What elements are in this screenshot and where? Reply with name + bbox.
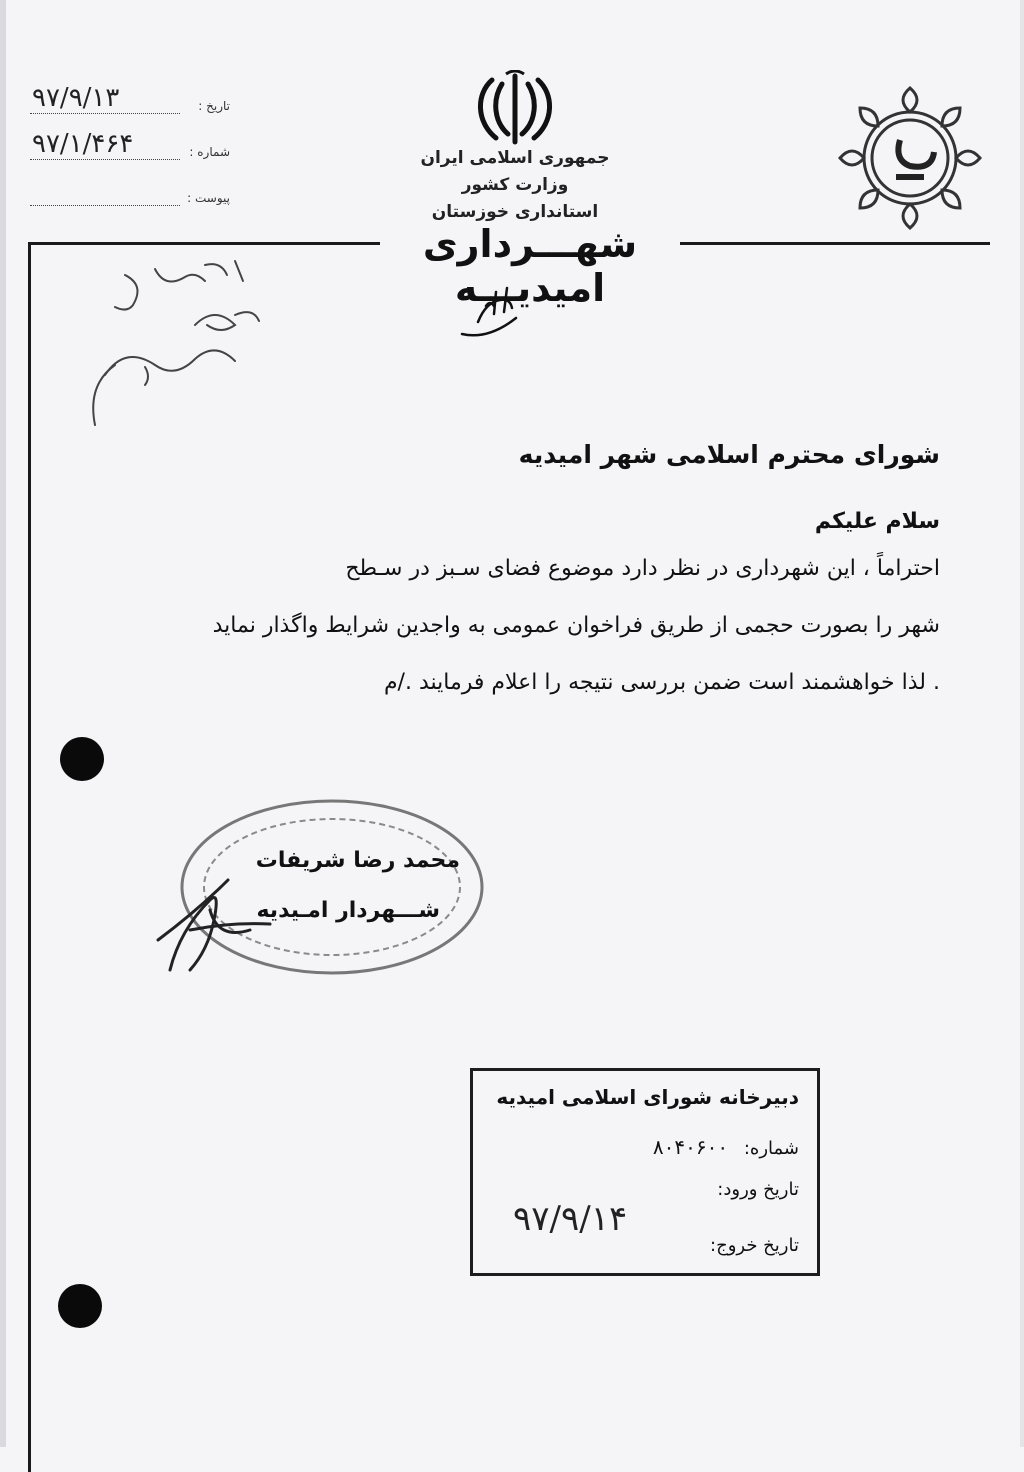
letter-line-1: احتراماً ، این شهرداری در نظر دارد موضوع فضای سـبز در سـطح — [345, 556, 940, 581]
page-edge-left — [0, 0, 6, 1447]
registry-stamp — [470, 1068, 820, 1276]
header-country: جمهوری اسلامی ایران — [420, 148, 610, 168]
meta-date-row — [30, 85, 230, 131]
letter-line-2: شهر را بصورت حجمی از طریق فراخوان عمومی به واجدین شرایط واگذار نماید — [212, 613, 940, 638]
letter-line-3: . لذا خواهشمند است ضمن بررسی نتیجه را اعلام فرمایند ./م — [383, 670, 940, 695]
number-value: ۹۷/۱/۴۶۴ — [32, 129, 134, 159]
number-label: شماره : — [189, 145, 230, 159]
page-edge-right — [1020, 0, 1024, 1447]
registry-entry-label: تاریخ ورود: — [717, 1179, 799, 1200]
registry-entry-row — [717, 1179, 799, 1200]
letter-addressee: شورای محترم اسلامی شهر امیدیه — [518, 440, 940, 469]
page-border-left — [28, 242, 31, 1472]
letter-body — [90, 440, 940, 711]
registry-exit-label: تاریخ خروج: — [710, 1235, 799, 1256]
municipality-title: شهـــرداری امیدیـــه — [380, 222, 680, 310]
registry-entry-value: ۹۷/۹/۱۴ — [513, 1199, 628, 1239]
municipality-logo-icon — [830, 78, 990, 238]
signatory-name: محمد رضا شریفات — [255, 848, 460, 873]
basmala-calligraphy-icon — [458, 282, 528, 342]
handwritten-note-icon — [85, 255, 275, 435]
meta-attachment-row — [30, 177, 230, 223]
registry-number-row — [653, 1135, 799, 1159]
date-label: تاریخ : — [198, 99, 230, 113]
registry-title: دبیرخانه شورای اسلامی امیدیه — [496, 1085, 799, 1109]
date-value: ۹۷/۹/۱۳ — [32, 83, 120, 113]
letter-meta — [30, 85, 230, 223]
punch-hole-bottom — [58, 1284, 102, 1328]
header-governorate: استانداری خوزستان — [431, 202, 599, 222]
registry-exit-row — [710, 1235, 799, 1256]
meta-number-row — [30, 131, 230, 177]
registry-number-value: ۸۰۴۰۶۰۰ — [652, 1135, 729, 1159]
header-divider-left — [28, 242, 388, 245]
handwritten-signature-icon — [150, 870, 280, 980]
header-lines — [380, 145, 650, 226]
attachment-label: پیوست : — [187, 191, 230, 205]
punch-hole-top — [60, 737, 104, 781]
iran-emblem-icon — [470, 70, 560, 150]
signatory-title: شـــهردار امـیدیه — [256, 898, 440, 923]
header-divider-right — [676, 242, 990, 245]
header-ministry: وزارت کشور — [461, 175, 569, 195]
registry-number-label: شماره: — [743, 1138, 799, 1159]
letter-greeting: سلام علیکم — [814, 509, 940, 534]
